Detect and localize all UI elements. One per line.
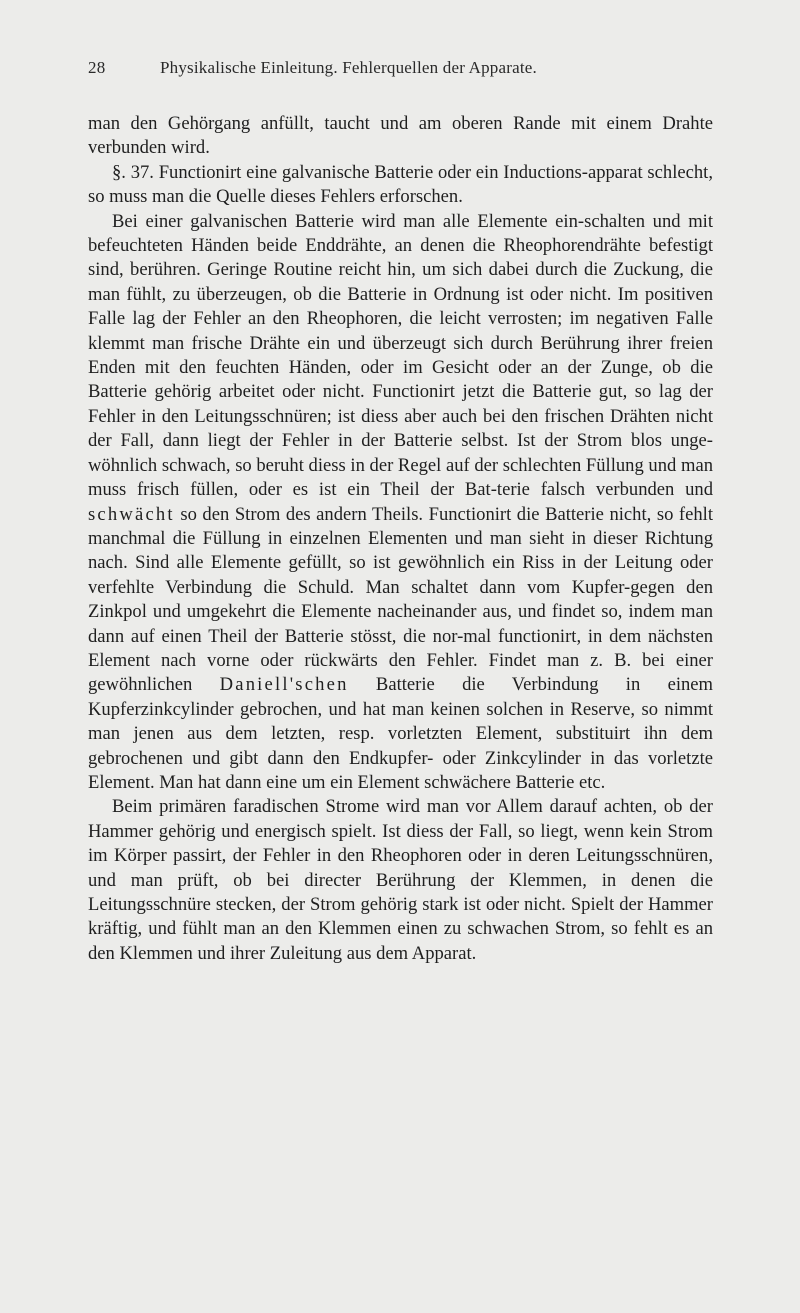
paragraph-galvanic-battery: [88, 210, 713, 796]
paragraph-section-37: §. 37. Functionirt eine galvanische Batterie oder ein Inductions-apparat schlecht, so muss man die Quelle dieses Fehlers erforschen.: [88, 161, 713, 208]
running-title: Physikalische Einleitung. Fehlerquellen der Apparate.: [160, 58, 537, 77]
running-head: [88, 58, 728, 82]
paragraph-continuation: man den Gehörgang anfüllt, taucht und am oberen Rande mit einem Drahte verbunden wird.: [88, 113, 713, 159]
body-text: [88, 112, 713, 966]
emphasized-word: schwächt: [88, 503, 175, 525]
paragraph-text: Batterie die Verbindung in einem Kupferzinkcylinder gebrochen, und hat man keinen solchen in Reserve, so nimmt man jenen aus dem letzten, resp. vorletzten Element, substituirt ihn dem gebrochenen und gibt dann den Endkupfer- oder Zinkcylinder in das vorletzte Element. Man hat dann eine um ein Element schwächere Batterie etc.: [88, 674, 714, 793]
paragraph-faradic-current: Beim primären faradischen Strome wird man vor Allem darauf achten, ob der Hammer gehörig und energisch spielt. Ist diess der Fall, so liegt, wenn kein Strom im Körper passirt, der Fehler in den Rheophoren oder in deren Leitungsschnüren, und man prüft, ob bei directer Berührung der Klemmen, in denen die Leitungsschnüre stecken, der Strom gehörig stark ist oder nicht. Spielt der Hammer kräftig, und fühlt man an den Klemmen einen zu schwachen Strom, so fehlt es an den Klemmen und ihrer Zuleitung aus dem Apparat.: [88, 796, 713, 964]
page-number: 28: [88, 58, 106, 77]
emphasized-word: Daniell'schen: [219, 674, 349, 696]
paragraph-text: so den Strom des andern Theils. Functionirt die Batterie nicht, so fehlt manchmal die Füllung in einzelnen Elementen und man sieht in dieser Richtung nach. Sind alle Elemente gefüllt, so ist gewöhnlich ein Riss in der Leitung oder verfehlte Verbindung die Schuld. Man schaltet dann vom Kupfer-gegen den Zinkpol und umgekehrt die Elemente nacheinander aus, und findet so, indem man dann auf einen Theil der Batterie stösst, die nor-mal functionirt, in dem nächsten Element nach vorne oder rückwärts den Fehler. Findet man z. B. bei einer gewöhnlichen: [88, 503, 713, 696]
paragraph-text: Bei einer galvanischen Batterie wird man alle Elemente ein-schalten und mit befeuchteten Händen beide Enddrähte, an denen die Rheophorendrähte befestigt sind, berühren. Geringe Routine reicht hin, um sich dabei durch die Zuckung, die man fühlt, zu überzeugen, ob die Batterie in Ordnung ist oder nicht. Im positiven Falle lag der Fehler an den Rheophoren, die leicht verrosten; im negativen Falle klemmt man frische Drähte ein und überzeugt sich durch Berührung ihrer freien Enden mit den feuchten Händen, oder im Gesicht oder an der Zunge, ob die Batterie gehörig arbeitet oder nicht. Functionirt jetzt die Batterie gut, so lag der Fehler in den Leitungsschnüren; ist diess aber auch bei den frischen Drähten nicht der Fall, dann liegt der Fehler in der Batterie selbst. Ist der Strom blos unge-wöhnlich schwach, so beruht diess in der Regel auf der schlechten Füllung und man muss frisch füllen, oder es ist ein Theil der Bat-terie falsch verbunden und: [88, 210, 713, 501]
